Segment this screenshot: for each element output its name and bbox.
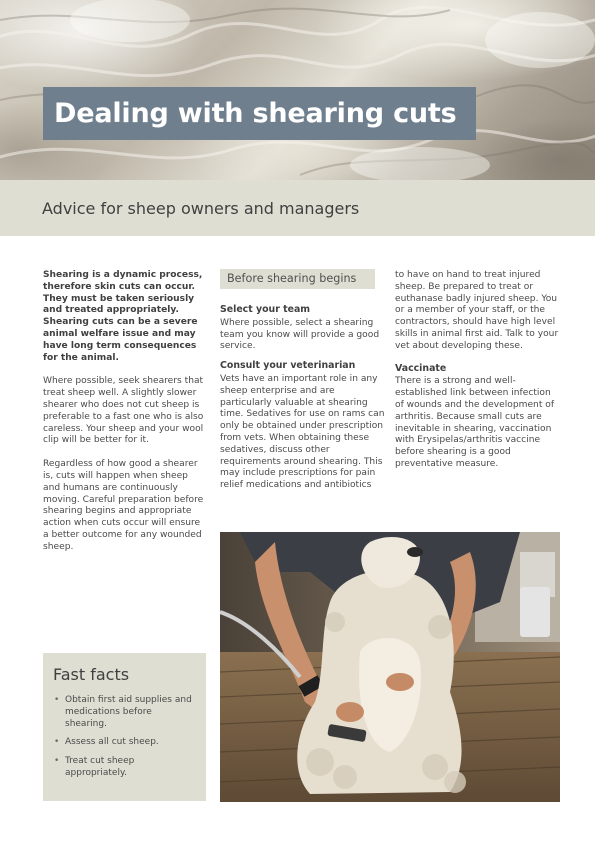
title-box — [43, 87, 476, 140]
header-banner-wool-photo — [0, 0, 595, 180]
paragraph-vaccinate: There is a strong and well-established link between infection of wounds and the development of arthritis. Because small cuts are inevitable in shearing, vaccination with Erysipelas/arthritis vaccine before shearing is a good preventative measure. — [395, 376, 555, 469]
list-item — [53, 695, 196, 730]
shearing-photo — [220, 532, 560, 802]
list-item — [53, 737, 196, 749]
column-3 — [395, 270, 560, 483]
lead-paragraph: Shearing is a dynamic process, therefore skin cuts can occur. They must be taken seriously and treated appropriately. Shearing cuts can be a severe animal welfare issue and may have long term consequences for the animal. — [43, 270, 203, 363]
section-heading-before-shearing: Before shearing begins — [220, 269, 375, 289]
heading-consult-vet: Consult your veterinarian — [220, 360, 356, 372]
bullet-icon: • — [54, 695, 60, 705]
heading-select-team: Select your team — [220, 304, 311, 315]
list-item — [53, 756, 196, 780]
shearing-scene-image — [220, 532, 560, 802]
list-item-text: Assess all cut sheep. — [65, 737, 159, 748]
subtitle-band — [0, 180, 595, 236]
paragraph-vet-continued: to have on hand to treat injured sheep. Be prepared to treat or euthanase badly injured sheep. You or a member of your staff, or the contractors, should have high level skills in animal first aid. Talk to your vet about developing these. — [395, 270, 559, 351]
fast-facts-box — [43, 653, 206, 801]
fast-facts-title: Fast facts — [53, 665, 130, 684]
list-item-text: Treat cut sheep appropriately. — [65, 756, 135, 778]
fast-facts-list — [53, 695, 196, 780]
paragraph-shearers: Where possible, seek shearers that treat sheep well. A slightly slower shearer who does not cut sheep is preferable to a fast one who is also careless. Your sheep and your wool clip will be better for it. — [43, 376, 204, 446]
list-item-text: Obtain first aid supplies and medications before shearing. — [65, 695, 192, 729]
paragraph-cuts: Regardless of how good a shearer is, cuts will happen when sheep and humans are continuously moving. Careful preparation before shearing begins and appropriate action when cuts occur will ensure a better outcome for any wounded sheep. — [43, 459, 204, 552]
paragraph-consult-vet: Vets have an important role in any sheep enterprise and are particularly valuable at shearing time. Sedatives for use on rams can only be obtained under prescription from vets. When obtaining these sedatives, discuss other requirements around shearing. This may include prescriptions for pain relief medications and antibiotics — [220, 373, 385, 491]
page-title: Dealing with shearing cuts — [54, 98, 457, 129]
bullet-icon: • — [54, 756, 60, 767]
heading-vaccinate: Vaccinate — [395, 362, 447, 374]
page-subtitle: Advice for sheep owners and managers — [42, 199, 360, 218]
bullet-icon: • — [54, 737, 60, 748]
paragraph-select-team: Where possible, select a shearing team you know will provide a good service. — [220, 317, 380, 352]
column-2 — [220, 269, 385, 499]
column-1 — [43, 270, 206, 566]
